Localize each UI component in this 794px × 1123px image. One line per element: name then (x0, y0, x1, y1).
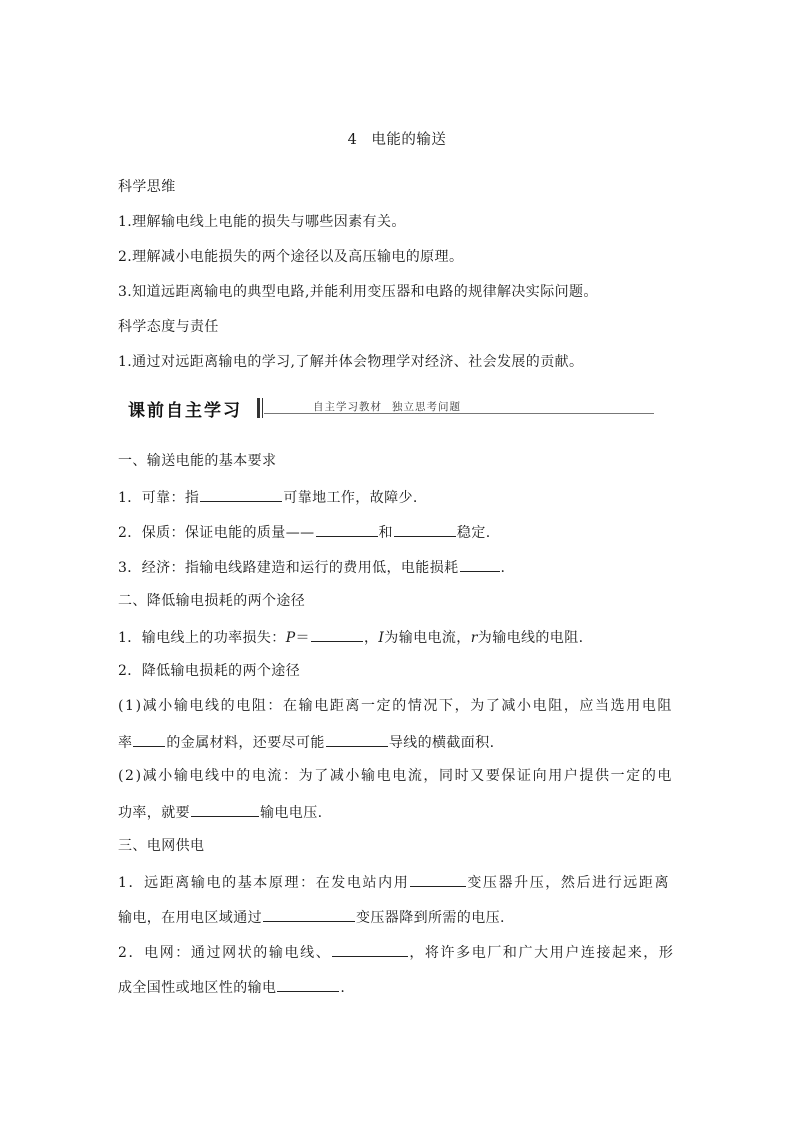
part3-line2-cont: 成全国性或地区性的输电 . (118, 977, 345, 997)
fill-blank (316, 522, 378, 537)
banner-sub-2: 独立思考问题 (392, 401, 461, 413)
fill-blank (394, 522, 456, 537)
fill-blank (410, 872, 466, 887)
part2-para1-line1: (1)减小输电线的电阻：在输电距离一定的情况下，为了减小电阻，应当选用电阻 (118, 698, 674, 714)
section-title: 电能的输送 (371, 132, 447, 148)
fill-blank (332, 942, 408, 957)
part1-line1: 1．可靠：指 可靠地工作，故障少. (118, 487, 418, 507)
part2-para1-line2: 率 的金属材料，还要尽可能 导线的横截面积. (118, 732, 494, 752)
fill-blank (263, 907, 355, 922)
banner-sub-1: 自主学习教材 (313, 401, 382, 413)
fill-blank (200, 487, 282, 502)
goal-item: 1.通过对远距离输电的学习,了解并体会物理学对经济、社会发展的贡献。 (118, 354, 584, 370)
banner-title: 课前自主学习 (128, 401, 242, 421)
part1-line2: 2．保质：保证电能的质量—— 和 稳定. (118, 522, 491, 542)
part2-line1: 1．输电线上的功率损失：P＝ ，I为输电电流，r为输电线的电阻. (118, 627, 583, 647)
banner-divider (257, 398, 260, 418)
part3-line1: 1．远距离输电的基本原理：在发电站内用 变压器升压，然后进行远距离 (118, 872, 670, 892)
part2-line2: 2．降低输电损耗的两个途径 (118, 663, 301, 679)
goal-item: 2.理解减小电能损失的两个途径以及高压输电的原理。 (118, 249, 464, 265)
part3-heading: 三、电网供电 (118, 838, 205, 854)
goal-heading-scientific-thinking: 科学思维 (118, 179, 176, 195)
fill-blank (311, 627, 363, 642)
goal-heading-attitude: 科学态度与责任 (118, 319, 219, 335)
banner-divider (262, 398, 263, 418)
part3-line1-cont: 输电，在用电区域通过 变压器降到所需的电压. (118, 907, 505, 927)
goal-item: 1.理解输电线上电能的损失与哪些因素有关。 (118, 214, 406, 230)
part1-line3: 3．经济：指输电线路建造和运行的费用低，电能损耗 . (118, 557, 505, 577)
goal-item: 3.知道远距离输电的典型电路,并能利用变压器和电路的规律解决实际问题。 (118, 284, 598, 300)
part3-line2: 2．电网：通过网状的输电线、 ，将许多电厂和广大用户连接起来，形 (118, 942, 675, 962)
fill-blank (277, 977, 339, 992)
banner-subtitle (313, 399, 461, 414)
section-number: 4 (347, 132, 358, 148)
page-title (0, 128, 794, 149)
fill-blank (133, 732, 165, 747)
part2-heading: 二、降低输电损耗的两个途径 (118, 593, 306, 609)
part1-heading: 一、输送电能的基本要求 (118, 453, 277, 469)
part2-para2-line2: 功率，就要 输电电压. (118, 802, 322, 822)
fill-blank (191, 802, 259, 817)
section-banner (118, 394, 654, 422)
fill-blank (460, 557, 500, 572)
part2-para2-line1: (2)减小输电线中的电流：为了减小输电电流，同时又要保证向用户提供一定的电 (118, 768, 674, 784)
fill-blank (326, 732, 388, 747)
